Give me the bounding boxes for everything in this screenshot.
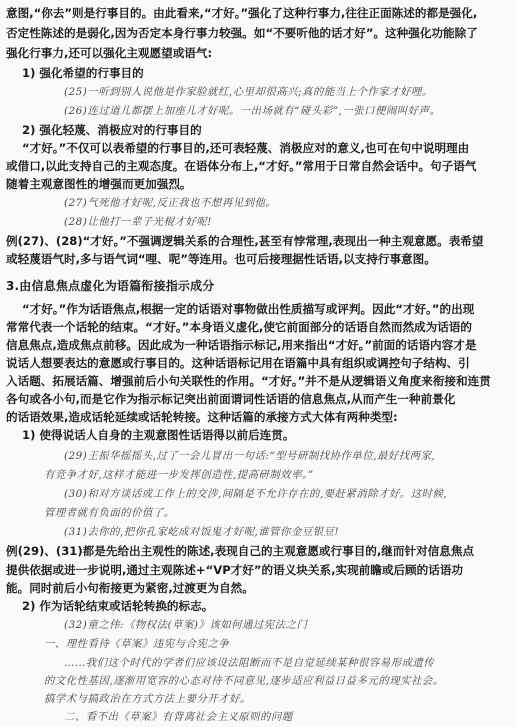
text-line: “才好。”作为话语焦点,根据一定的话语对事物做出性质描写或评判。因此“才好。”的出现 — [22, 302, 475, 316]
text-line: 各句或各小句,而是它作为指示标记突出前面谓词性话语的信息焦点,从而产生一种前景化 — [6, 392, 456, 406]
example-sentence: 的文化性基因,逐渐用宽容的心态对待不同意见,逐步适应利益日益多元的现实社会。 — [44, 675, 444, 687]
example-sentence: 二、看不出《草案》有背离社会主义原则的问题 — [64, 711, 293, 723]
text-line: 随着主观意图性的增强而更加强烈。 — [6, 177, 192, 191]
example-sentence: 有竞争才好,这样才能进一步发挥创造性,提高研制效率。” — [44, 469, 314, 481]
example-sentence: (28)让他打一辈子光棍才好呢! — [64, 216, 212, 228]
text-line: 的话语效果,造成话轮延续或话轮转接。这种话篇的承接方式大体有两种类型: — [6, 410, 398, 424]
subheading: 1) 强化希望的行事目的 — [22, 66, 144, 80]
example-sentence: (29)王振华摇摇头,过了一会儿冒出一句话:“型号研制找协作单位,最好找两家, — [64, 450, 436, 462]
text-line: 意图,“你去”则是行事目的。由此看来,“才好。”强化了这种行事力,往往正面陈述的都是强化, — [6, 6, 478, 20]
text-line: 例(27)、(28)“才好。”不强调逻辑关系的合理性,甚至有悖常理,表现出一种主观意愿。表希望 — [6, 234, 484, 248]
text-line: 信息焦点,造成焦点前移。因此成为一种话语指示标记,用来指出“才好。”前面的话语内容才是 — [6, 338, 477, 352]
subheading: 2) 作为话轮结束或话轮转换的标志。 — [22, 599, 214, 613]
text-line: 否定性陈述的是弱化,因为否定本身行事力较强。如“不要听他的话才好”。这种强化功能除了 — [6, 26, 478, 40]
text-line: 说话人想要表达的意愿或行事目的。这种话语标记用在语篇中具有组织或调控句子结构、引 — [6, 356, 470, 370]
text-line: 入话题、拓展话篇、增强前后小句关联性的作用。“才好。”并不是从逻辑语义角度来衔接和连贯 — [6, 374, 491, 388]
example-sentence: (27)气死他才好呢,反正我也不想再见到他。 — [64, 197, 277, 209]
text-line: 强化行事力,还可以强化主观愿望或语气: — [6, 46, 213, 60]
example-sentence: ……我们这个时代的学者们应该设法阻断而不是自觉延续某种很容易形成遗传 — [64, 657, 435, 669]
example-sentence: 一、理性看待《草案》违宪与合宪之争 — [44, 638, 230, 650]
example-sentence: (26)连过道儿都摆上加座儿才好呢。一出场就有“碰头彩”,一张口便闹叫好声。 — [64, 105, 441, 117]
text-line: 或轻蔑语气时,多与语气词“哩、呢”等连用。也可后接理据性话语,以支持行事意图。 — [6, 252, 436, 266]
example-sentence: (31)去你的,把你孔家屹成对饭鬼才好呢,谁管你金豆银豆! — [64, 526, 340, 538]
text-line: 提供依据或进一步说明,通过主观陈述+“VP才好”的语义块关系,实现前瞻或后顾的话语功 — [6, 563, 464, 577]
example-sentence: (25)一听到别人说他是作家脸就红,心里却很高兴;真的能当上个作家才好哩。 — [64, 86, 433, 98]
example-sentence: 搞学术与搞政治在方式方法上要分开才好。 — [44, 693, 251, 705]
text-line: 例(29)、(31)都是先给出主观性的陈述,表现自己的主观意愿或行事目的,继而针对信息焦点 — [6, 544, 475, 558]
text-line: 或借口,以此支持自己的主观态度。在语体分布上,“才好。”常用于日常自然会话中。句子语气 — [6, 159, 477, 173]
subheading: 1) 使得说话人自身的主观意图性话语得以前后连贯。 — [22, 428, 295, 442]
subheading: 2) 强化轻蔑、消极应对的行事目的 — [22, 123, 202, 137]
text-line: 能。同时前后小句衔接更为紧密,过渡更为自然。 — [6, 581, 254, 595]
section-heading: 3.由信息焦点虚化为语篇衔接指示成分 — [6, 279, 215, 293]
example-sentence: (32)童之伟:《物权法(草案)》该如何通过宪法之门 — [64, 619, 308, 631]
example-sentence: 管理者就有负面的价值了。 — [44, 507, 175, 519]
example-sentence: (30)和对方谈话或工作上的交涉,间隔是不允许存在的,要赶紧消除才好。这时候, — [64, 488, 448, 500]
text-line: 常常代表一个话轮的结束。“才好。”本身语义虚化,使它前面部分的话语自然而然成为话语的 — [6, 320, 473, 334]
text-line: “才好。”不仅可以表希望的行事目的,还可表轻蔑、消极应对的意义,也可在句中说明理由 — [22, 141, 470, 155]
